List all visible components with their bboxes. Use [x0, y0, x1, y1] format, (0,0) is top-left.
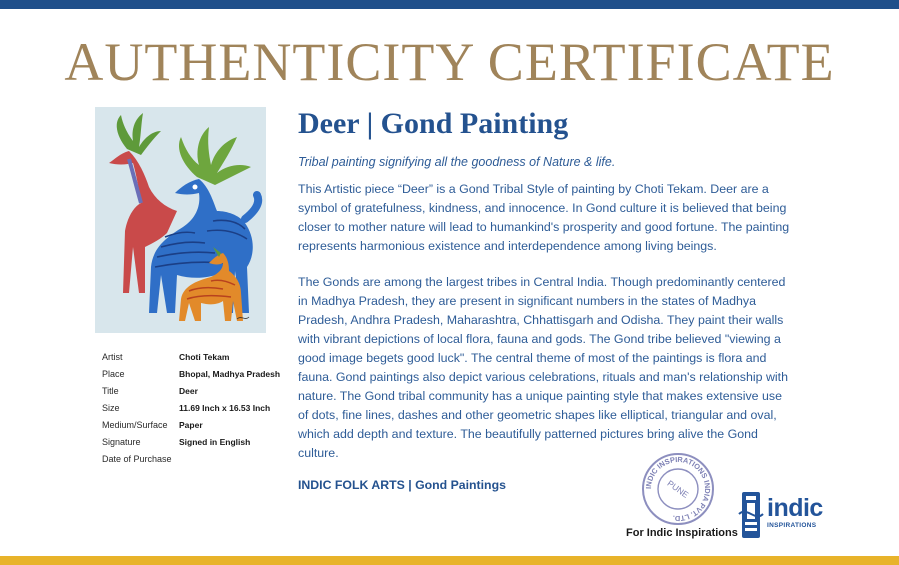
company-seal-icon — [641, 452, 715, 526]
seal-center-text: PUNE — [665, 478, 691, 500]
detail-label: Date of Purchase — [102, 453, 172, 464]
detail-value: 11.69 Inch x 16.53 Inch — [179, 402, 271, 413]
detail-row-artist — [102, 348, 292, 365]
logo-name: indic — [767, 494, 823, 522]
detail-row-medium — [102, 416, 292, 433]
indic-logo — [737, 489, 823, 541]
top-border — [0, 0, 899, 9]
certificate-title: AUTHENTICITY CERTIFICATE — [64, 32, 835, 92]
detail-row-date-of-purchase — [102, 450, 292, 467]
detail-label: Title — [102, 385, 119, 396]
detail-row-signature — [102, 433, 292, 450]
detail-label: Medium/Surface — [102, 419, 168, 430]
description-paragraph: This Artistic piece “Deer” is a Gond Tribal Style of painting by Choti Tekam. Deer are a symbol of gratefulness, kindness, and innocence. In Gond culture it is believed that being closer to mother nature will lead to humankind's prosperity and good fortune. The painting represents harmonious existence and interdependence among living beings. — [298, 182, 790, 253]
detail-value: Deer — [179, 385, 198, 396]
detail-label: Artist — [102, 351, 123, 362]
detail-label: Signature — [102, 436, 141, 447]
bottom-border — [0, 556, 899, 565]
detail-value: Choti Tekam — [179, 351, 230, 362]
stamp-caption: For Indic Inspirations — [626, 527, 738, 539]
collection-label: INDIC FOLK ARTS | Gond Paintings — [298, 478, 506, 492]
detail-row-title — [102, 382, 292, 399]
logo-subtitle: INSPIRATIONS — [767, 522, 817, 529]
description-section — [298, 105, 790, 493]
details-table — [102, 348, 292, 467]
artwork-subtitle: Tribal painting signifying all the goodness of Nature & life. — [298, 155, 616, 169]
seal-ring-text: INDIC INSPIRATIONS INDIA PVT. LTD. — [643, 454, 713, 524]
detail-row-place — [102, 365, 292, 382]
indic-logo-icon — [737, 490, 765, 540]
artwork-title: Deer | Gond Painting — [298, 107, 569, 140]
deer-painting-icon — [95, 107, 266, 333]
detail-value: Signed in English — [179, 436, 251, 447]
detail-value: Paper — [179, 419, 203, 430]
detail-value: Bhopal, Madhya Pradesh — [179, 368, 281, 379]
description-paragraph: The Gonds are among the largest tribes in Central India. Though predominantly centered in Madhya Pradesh, they are present in significant numbers in the states of Madhya Pradesh, Andhra Pradesh, Maharashtra, Chhattisgarh and Odisha. They paint their walls with vibrant depictions of local flora, fauna and gods. The Gond tribe believed "viewing a good image begets good luck". The central theme of most of the paintings is flora and fauna. Gond paintings also depict various celebrations, rituals and man's relationship with nature. The Gond tribal community has a unique painting style that makes extensive use of dots, fine lines, dashes and other geometric shapes like elliptical, triangular and oval, which add depth and texture. The beautifully patterned pictures bring alive the Gond culture. — [298, 275, 789, 460]
detail-label: Size — [102, 402, 120, 413]
detail-row-size — [102, 399, 292, 416]
detail-label: Place — [102, 368, 125, 379]
